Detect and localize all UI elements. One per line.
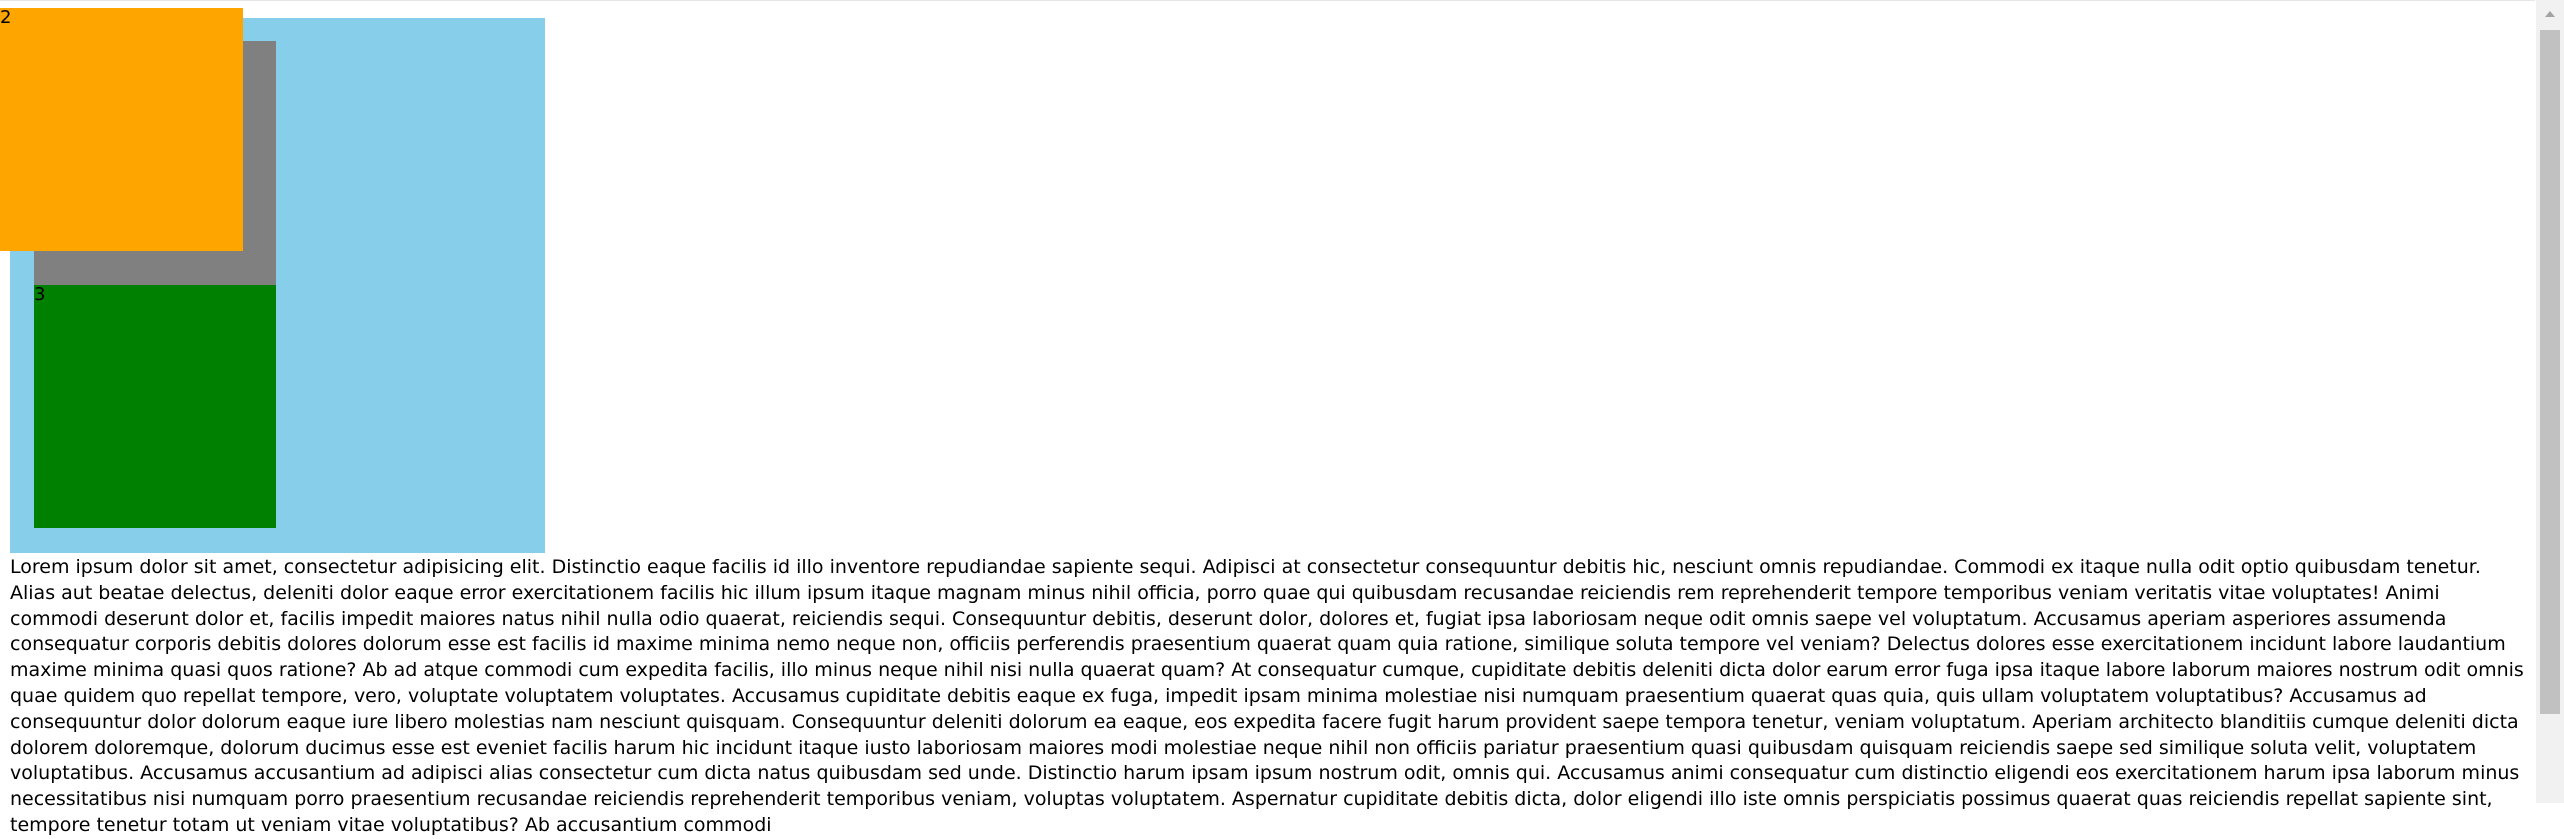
orange-box-label: 2 [0, 7, 12, 28]
green-box-label: 3 [34, 284, 46, 305]
top-border [0, 0, 2535, 1]
vertical-scrollbar[interactable] [2536, 0, 2564, 803]
lorem-paragraph: Lorem ipsum dolor sit amet, consectetur adipisicing elit. Distinctio eaque facilis id illo inventore repudiandae sapiente sequi. Adipisci at consectetur consequuntur debitis hic, nesciunt omnis repudiandae. Commodi ex itaque nulla odit optio quibusdam tenetur. Alias aut beatae delectus, deleniti dolor eaque error exercitationem facilis hic illum ipsum itaque magnam minus nihil officia, porro quae qui quibusdam recusandae reiciendis rem reprehenderit tempore temporibus veniam veritatis vitae voluptates! Animi commodi deserunt dolor et, facilis impedit maiores natus nihil nulla odio quaerat, reiciendis sequi. Consequuntur debitis, deserunt dolor, dolores et, fugiat ipsa laboriosam neque odit omnis saepe vel voluptatum. Accusamus aperiam asperiores assumenda consequatur corporis debitis dolores dolorum esse est facilis id maxime minima nemo neque non, officiis perferendis praesentium quaerat quam quia ratione, similique soluta tempore vel veniam? Delectus dolores esse exercitationem incidunt labore laudantium maxime minima quasi quos ratione? Ab ad atque commodi cum expedita facilis, illo minus neque nihil nisi nulla quaerat quam? At consequatur cumque, cupiditate debitis deleniti dicta dolor earum error fuga ipsa itaque labore laborum maiores nostrum odit omnis quae quidem quo repellat tempore, vero, voluptate voluptatem voluptates. Accusamus cupiditate debitis eaque ex fuga, impedit ipsam minima molestiae nisi numquam praesentium quaerat quas quia, quis ullam voluptatem voluptatibus? Accusamus ad consequuntur dolor dolorum eaque iure libero molestias nam nesciunt quisquam. Consequuntur deleniti dolorum ea eaque, eos expedita facere fugit harum provident saepe tempora tenetur, veniam voluptatum. Aperiam architecto blanditiis cumque deleniti dicta dolorem doloremque, dolorum ducimus esse est eveniet facilis harum hic incidunt itaque iusto laboriosam maiores modi molestiae neque nihil non officiis pariatur praesentium quasi quibusdam quisquam reiciendis saepe sed similique soluta velit, voluptatem voluptatibus. Accusamus accusantium ad adipisci alias consectetur cum dicta natus quibusdam sed unde. Distinctio harum ipsam ipsum nostrum odit, omnis qui. Accusamus animi consequatur cum distinctio eligendi eos exercitationem harum ipsa laborum minus necessitatibus nisi numquam porro praesentium recusandae reiciendis reprehenderit temporibus veniam, voluptas voluptatem. Aspernatur cupiditate debitis dicta, dolor eligendi illo iste omnis perspiciatis possimus quaerat quas reiciendis repellat sapiente sint, tempore tenetur totam ut veniam vitae voluptatibus? Ab accusantium commodi [10, 556, 2524, 836]
scroll-up-arrow-icon[interactable] [2536, 0, 2564, 28]
green-box [34, 285, 276, 528]
orange-box [0, 8, 243, 251]
scrollbar-thumb[interactable] [2540, 30, 2560, 714]
